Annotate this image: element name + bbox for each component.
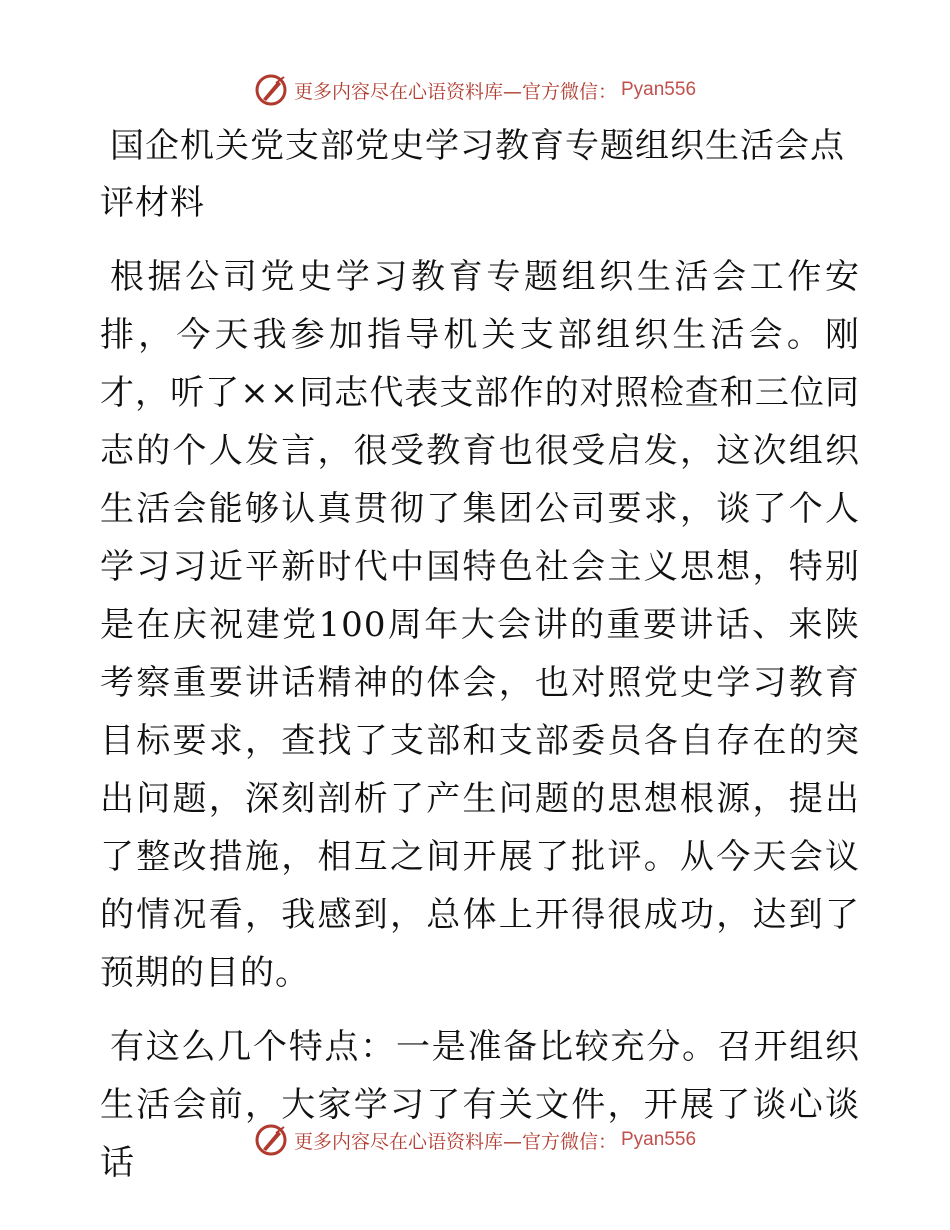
header-watermark-banner bbox=[0, 70, 950, 110]
banner-wechat-id: Pyan556 bbox=[621, 1129, 697, 1150]
banner-text: 更多内容尽在心语资料库—官方微信： bbox=[293, 80, 617, 103]
quill-logo-icon bbox=[254, 73, 288, 107]
document-title: 国企机关党支部党史学习教育专题组织生活会点评材料 bbox=[100, 126, 845, 223]
footer-watermark-banner bbox=[0, 1120, 950, 1160]
document-body bbox=[100, 118, 860, 1192]
banner-text: 更多内容尽在心语资料库—官方微信： bbox=[293, 1130, 617, 1153]
quill-logo-icon bbox=[254, 1123, 288, 1157]
paragraph-2: 有这么几个特点：一是准备比较充分。召开组织生活会前，大家学习了有关文件，开展了谈心谈话 bbox=[100, 1027, 860, 1183]
paragraph-1: 根据公司党史学习教育专题组织生活会工作安排，今天我参加指导机关支部组织生活会。刚才，听了××同志代表支部作的对照检查和三位同志的个人发言，很受教育也很受启发，这次组织生活会能够认真贯彻了集团公司要求，谈了个人学习习近平新时代中国特色社会主义思想，特别是在庆祝建党100周年大会讲的重要讲话、来陕考察重要讲话精神的体会，也对照党史学习教育目标要求，查找了支部和支部委员各自存在的突出问题，深刻剖析了产生问题的思想根源，提出了整改措施，相互之间开展了批评。从今天会议的情况看，我感到，总体上开得很成功，达到了预期的目的。 bbox=[100, 257, 860, 993]
banner-wechat-id: Pyan556 bbox=[621, 79, 697, 100]
